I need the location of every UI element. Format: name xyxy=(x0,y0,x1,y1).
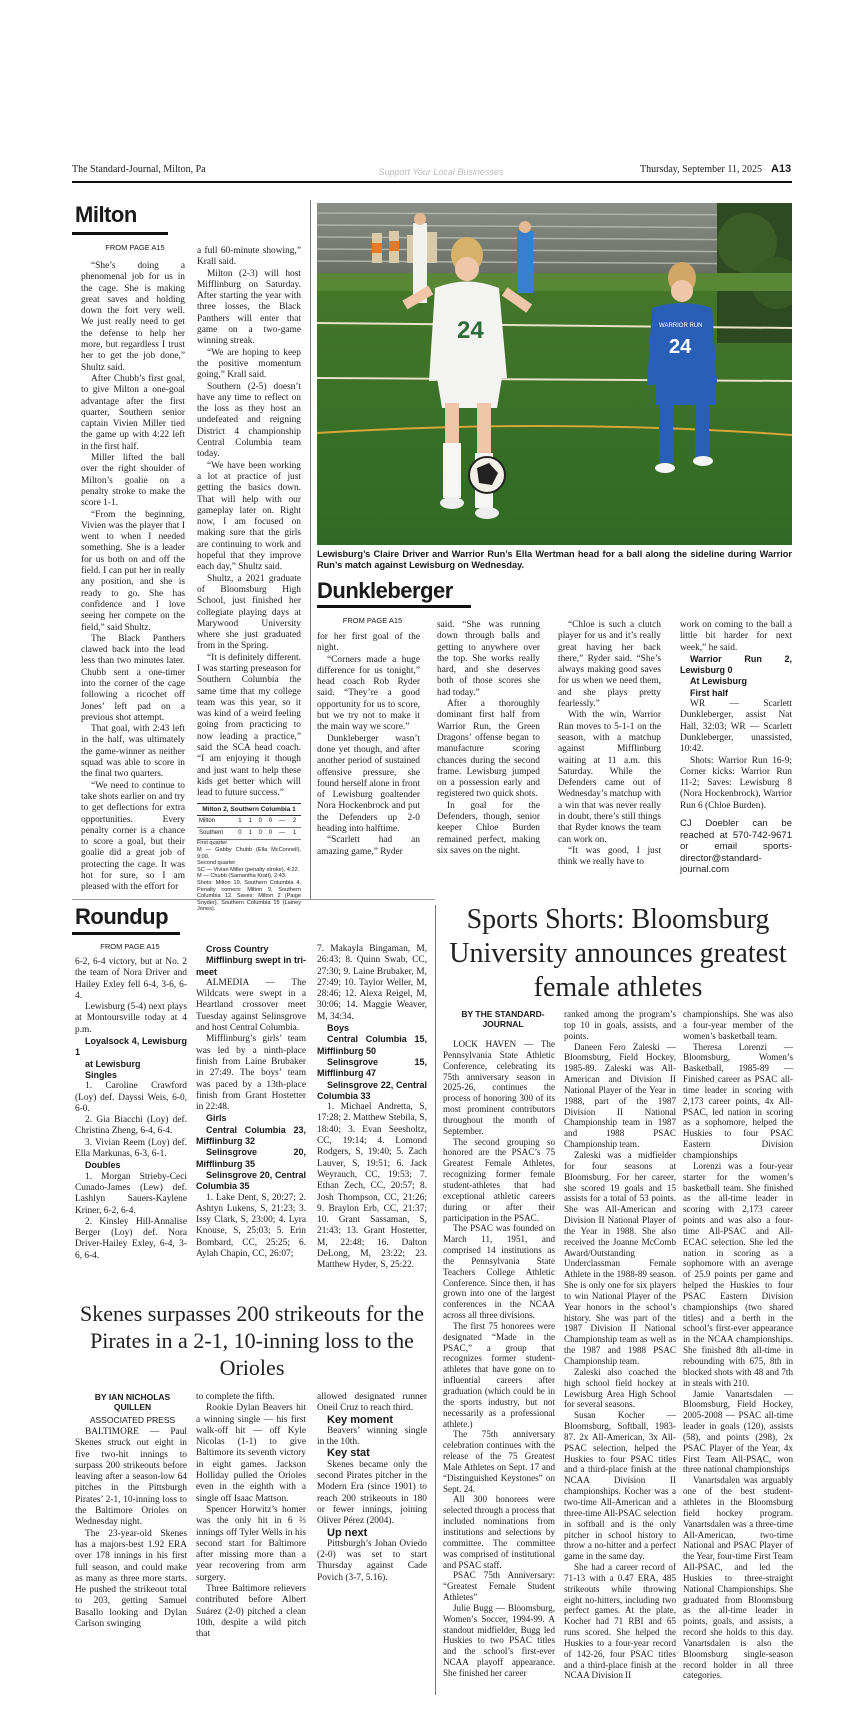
score-cell: 1 xyxy=(246,828,256,840)
paragraph: Daneen Fero Zaleski — Bloomsburg, Field Hockey, 1985-89. Zaleski was All-American and Division II National Player of the Year in 1988, part of the 1987 Division II National Championship team in 1987 and 1988 PSAC Championship team. xyxy=(564,1041,676,1150)
paragraph: That goal, with 2:43 left in the half, was ultimately the game-winner as neither squad was able to score in the final two quarters. xyxy=(81,724,185,780)
section-title-dunkleberger: Dunkleberger xyxy=(317,578,453,603)
box-score-table xyxy=(197,816,301,841)
page-number: A13 xyxy=(771,163,792,175)
contact-line: CJ Doebler can be reached at 570-742-9671 or email sports-director@standard-journal.com xyxy=(680,818,792,876)
paragraph: a full 60-minute showing,” Krall said. xyxy=(197,246,301,268)
paragraph: Shots: Warrior Run 16-9; Corner kicks: Warrior Run 11-2; Saves: Lewisburg 8 (Nora Hockenbrock), Warrior Run 6 (Chloe Burden). xyxy=(680,755,792,811)
paragraph: Julie Bugg — Bloomsburg, Women’s Soccer, 1994-99. A standout midfielder, Bugg led Huskies to two PSAC titles and the school’s first-ever NCAA playoff appearance. She finished her career xyxy=(443,1602,555,1678)
paragraph: 6-2, 6-4 victory, but at No. 2 the team of Nora Driver and Hailey Exley fell 6-4, 3-6, 6-4. xyxy=(75,957,187,1001)
paragraph: BALTIMORE — Paul Skenes struck out eight in five two-hit innings to surpass 200 strikeouts before leaving after a season-low 64 pitches in the Pittsburgh Pirates’ 2-1, 10-inning loss to the Baltimore Orioles on Wednesday night. xyxy=(75,1427,187,1528)
issue-date: Thursday, September 11, 2025 xyxy=(640,164,763,175)
paragraph: “We have been working a lot at practice of just getting the basics down. That will help with our gameplay later on. Right now, I am focused on making sure that the girls are continuing to work and hopeful that they improve each day,” Shultz said. xyxy=(197,460,301,573)
section-rule xyxy=(72,232,168,235)
roundup-column-1 xyxy=(75,957,187,1262)
paragraph: Zaleski also coached the high school field hockey at Lewisburg Area High School for several seasons. xyxy=(564,1366,676,1410)
paragraph: “We are hoping to keep the positive momentum going,” Krall said. xyxy=(197,347,301,381)
note-line: SC — Vivian Miller (penalty stroke), 4:22. xyxy=(197,866,300,873)
score-cell: — xyxy=(277,816,291,828)
dunkle-column-3 xyxy=(558,620,661,869)
paragraph: Jamie Vanartsdalen — Bloomsburg, Field Hockey, 2005-2008 — PSAC all-time leader in goals (120), assists (58), and points (298), 2x PSAC Player of the Year, 4x First Team All-PSAC, won three national championships xyxy=(683,1388,793,1475)
soccer-photo xyxy=(317,203,792,545)
sports-shorts-byline: BY THE STANDARD-JOURNAL xyxy=(461,1009,545,1029)
paragraph: The PSAC was founded on March 11, 1951, and comprised 14 institutions as the Pennsylvania State Teachers College Athletic Conference. Since then, it has grown into one of the largest conferences in the NCAA across all three divisions. xyxy=(443,1223,555,1321)
paragraph: “It was good, I just think we really have to xyxy=(558,845,661,868)
header-tagline: Support Your Local Businesses xyxy=(378,167,504,177)
score-heading: Central Columbia 15, Mifflinburg 50 xyxy=(317,1034,427,1056)
result-line: 2. Gia Biacchi (Loy) def. Christina Zheng, 6-4, 6-4. xyxy=(75,1115,187,1137)
score-heading: Girls xyxy=(206,1113,227,1124)
result-line: 1. Morgan Strieby-Ceci Cunado-James (Lew) def. Lashlyn Sauers-Kaylene Kriner, 6-2, 6-4. xyxy=(75,1171,187,1216)
score-cell: 0 xyxy=(257,816,267,828)
paragraph: Spencer Horwitz’s homer was the only hit in 6 ⅔ innings off Tyler Wells in his second start for Baltimore after missing more than a year recovering from arm surgery. xyxy=(196,1504,306,1583)
note-line: Second quarter xyxy=(197,860,236,867)
result-line: 1. Lake Dent, S, 20:27; 2. Ashtyn Lukens, S, 21:23; 3. Issy Clark, S, 23:00; 4. Lyra Knouse, S, 25:03; 5. Erin Bombard, CC, 25:25; 6. Aylah Chapin, CC, 26:07; xyxy=(196,1192,306,1260)
paragraph: Shultz, a 2021 graduate of Bloomsburg High School, just finished her collegiate playing days at Marywood University where she just graduated from in the Spring. xyxy=(197,573,301,652)
paragraph: Beavers’ winning single in the 10th. xyxy=(317,1425,427,1448)
score-heading: Singles xyxy=(85,1069,118,1080)
paragraph: Southern (2-5) doesn’t have any time to reflect on the loss as they host an undefeated and reigning District 4 championship Central Columbia team today. xyxy=(197,381,301,460)
score-cell: 0 xyxy=(257,828,267,840)
score-heading: Loyalsock 4, Lewisburg 1 xyxy=(75,1036,187,1058)
paragraph: With the win, Warrior Run moves to 5-1-1 on the season, with a matchup against Mifflinburg waiting at 11 a.m. this Saturday. While the Defenders came out of Wednesday’s matchup with a win that was never really in doubt, there’s still things that Ryder knows the team can work on. xyxy=(558,710,661,845)
subhead: Key moment xyxy=(327,1413,394,1426)
subhead: Key stat xyxy=(327,1447,370,1460)
result-line: 3. Vivian Reem (Loy) def. Ella Markunas, 6-3, 6-1. xyxy=(75,1137,187,1160)
paragraph: “It is definitely different. I was starting preseason for Southern Columbia the same time that my college team was this year, so it was kind of a weird feeling going from practicing to now leading a practice,” said the SCA head coach. “I am enjoying it though and just want to help these kids get better which will lead to future success.” xyxy=(197,652,301,799)
skenes-column-3 xyxy=(317,1392,427,1584)
paragraph: Three Baltimore relievers contributed before Albert Suárez (2-0) pitched a clean 10th, despite a wild pitch that xyxy=(196,1584,306,1640)
score-heading: First half xyxy=(690,687,729,698)
paragraph: Lorenzi was a four-year starter for the women’s basketball team. She finished as the all-time leader in scoring with 2,173 career points and was also a four-time All-PSAC and All-ECAC selection. She led the nation in scoring as a sophomore with an average of 25.9 points per game and helped the Huskies to four PSAC Eastern Division championships (two shared titles) and a berth in the school’s first-ever appearance in the NCAA championships. She finished 8th all-time in rebounding with 675, 8th in blocked shots with 48 and 7th in steals with 210. xyxy=(683,1160,793,1388)
section-title-roundup: Roundup xyxy=(75,904,169,929)
paragraph: Susan Kocher — Bloomsburg, Softball, 1983-87. 2x All-American, 3x All-PSAC selection, helped the Huskies to four PSAC titles and a third-place finish at the NCAA Division II championships. Kocher was a two-time All-American and a three-time All-PSAC selection in softball and is the only pitcher in school history to throw a no-hitter and a perfect game in the same day. xyxy=(564,1410,676,1562)
score-cell: 2 xyxy=(291,816,301,828)
score-cell: 1 xyxy=(246,816,256,828)
paragraph: Pittsburgh’s Johan Oviedo (2-0) was set to start Thursday against Cade Povich (3-7, 5.16). xyxy=(317,1538,427,1583)
jersey-number: 24 xyxy=(669,336,692,358)
section-rule xyxy=(317,605,471,608)
table-row xyxy=(197,816,301,828)
paragraph: “From the beginning, Vivien was the player that I went to when I needed something. She is a leader for us both on and off the field. I can put her in really any position, and she is ready to go. She has confidence and I love seeing her compete on the field,” said Shultz. xyxy=(81,509,185,633)
score-heading: Selinsgrove 22, Central Columbia 33 xyxy=(317,1079,427,1101)
note-line: M — Chubb (Samantha Kratt), 2:43. xyxy=(197,873,287,880)
sports-shorts-headline: Sports Shorts: Bloomsburg University announces greatest female athletes xyxy=(449,904,787,1003)
score-heading: Doubles xyxy=(85,1160,121,1171)
score-heading: At Lewisburg xyxy=(690,676,748,687)
paragraph: The second grouping so honored are the PSAC’s 75 Greatest Female Athletes, recognizing former female student-athletes that had exceptional athletic careers during or after their participation in the PSAC. xyxy=(443,1136,555,1223)
milton-column-2 xyxy=(197,246,301,913)
photo-caption: Lewisburg’s Claire Driver and Warrior Run’s Ella Wertman head for a ball along the sideline during Warrior Run’s match against Lewisburg on Wednesday. xyxy=(317,549,792,570)
paragraph: The 23-year-old Skenes has a majors-best 1.92 ERA over 178 innings in his first full season, and could make as many as three more starts. He pushed the strikeout total to 203, getting Samuel Basallo looking and Dylan Carlson swinging xyxy=(75,1528,187,1630)
paragraph: Theresa Lorenzi — Bloomsburg, Women’s Basketball, 1985-89 — Finished career as PSAC all-time leader in scoring with 2,173 career points, 4x All-PSAC, led nation in scoring as a sophomore, helped the Huskies to four PSAC Eastern Division championships xyxy=(683,1041,793,1160)
shorts-column-2 xyxy=(564,1009,676,1681)
note-line: M — Gabby Chubb (Ella McConnell), 9:00. xyxy=(197,847,301,860)
paragraph: Lewisburg (5-4) next plays at Montoursville today at 4 p.m. xyxy=(75,1002,187,1035)
shorts-column-1 xyxy=(443,1039,555,1679)
roundup-column-3 xyxy=(317,944,427,1272)
skenes-byline: BY IAN NICHOLAS QUILLEN xyxy=(94,1392,171,1412)
paragraph: Mifflinburg’s girls’ team was led by a ninth-place finish from Laine Brubaker in 27:49. The boys’ team was paced by a 13th-place finish from Grant Hostetter in 22:48. xyxy=(196,1034,306,1113)
score-heading: Mifflinburg swept in tri-meet xyxy=(196,955,306,977)
paragraph: “Chloe is such a clutch player for us and it’s really great having her back there,” Ryder said. “She’s always making good saves for us when we need them, and she plays pretty fearlessly.” xyxy=(558,620,661,710)
header-rule xyxy=(72,181,792,183)
paragraph: “We need to continue to take shots earlier on and try to get deflections for extra opportunities. Every penalty corner is a chance to score a goal, but their goalie did a great job of protecting the cage. It was hot for sure, so I am pleased with the effort for xyxy=(81,780,185,893)
paragraph: “She’s doing a phenomenal job for us in the cage. She is making great saves and holding down the fort very well. We just really need to get the defense to help her more, but regardless I trust her to get the job done,” Shultz said. xyxy=(81,261,185,373)
paragraph: “Corners made a huge difference for us tonight,” head coach Rob Ryder said. “They’re a good opportunity for us to score, but we try not to make it the main way we score.” xyxy=(317,654,420,733)
paragraph: After Chubb’s first goal, to give Milton a one-goal advantage after the first quarter, Southern senior captain Vivien Miller tied the game up with 4:22 left in the first half. xyxy=(81,373,185,452)
score-cell: — xyxy=(277,828,291,840)
result-line: 1. Caroline Crawford (Loy) def. Dayssi Weis, 6-0, 6-0. xyxy=(75,1081,187,1114)
skenes-headline: Skenes surpasses 200 strikeouts for the Pirates in a 2-1, 10-inning loss to the Orioles xyxy=(79,1301,424,1380)
paragraph: The 75th anniversary celebration continues with the release of the 75 Greatest Male Athletes on Sept. 17 and “Distinguished Keystones” on Sept. 24. xyxy=(443,1429,555,1494)
team-cell: Southern xyxy=(197,828,236,840)
box-score-notes xyxy=(197,840,301,913)
paragraph: Skenes became only the second Pirates pitcher in the Modern Era (since 1901) to reach 200 strikeouts in 180 or fewer innings, joining Oliver Pérez (2004). xyxy=(317,1459,427,1527)
note-line: Shots: Milton 19, Southern Columbia 4. Penalty corners: Milton 9, Southern Columbia 12. Saves: Milton 2 (Paige Snyder), Southern Columbia 15 (Lainey Jones). xyxy=(197,880,301,913)
jump-line: FROM PAGE A15 xyxy=(105,243,165,252)
paragraph: After a thoroughly dominant first half from Warrior Run, the Green Dragons’ offense began to manufacture scoring chances during the second frame. Lewisburg jumped on a possession early and registered two quick shots. xyxy=(437,699,540,800)
dunkle-column-1 xyxy=(317,632,420,858)
paragraph: ranked among the program’s top 10 in goals, assists, and points. xyxy=(564,1009,676,1041)
jump-line: FROM PAGE A15 xyxy=(342,616,403,625)
column-divider xyxy=(435,905,436,1695)
score-heading: at Lewisburg xyxy=(85,1058,141,1069)
score-cell: 1 xyxy=(291,828,301,840)
paragraph: Milton (2-3) will host Mifflinburg on Saturday. After starting the year with three losses, the Black Panthers will enter that game on a two-game winning streak. xyxy=(197,268,301,347)
jump-line: FROM PAGE A15 xyxy=(100,942,160,951)
paragraph: championships. She was also a four-year member of the women’s basketball team. xyxy=(683,1009,793,1041)
dunkle-column-4 xyxy=(680,620,792,876)
paragraph: said. “She was running down through balls and getting to anywhere over the top. She works really hard, and she deserves both of those scores she had today.” xyxy=(437,620,540,698)
result-line: 7. Makayla Bingaman, M, 26:43; 8. Quinn Swab, CC, 27:30; 9. Laine Brubaker, M, 27:49; 10. Taylor Weller, M, 28:46; 12. Alexa Reigel, M, 30:06; 14. Maggie Weaver, M, 34:34. xyxy=(317,944,427,1022)
jersey-team-text: WARRIOR RUN xyxy=(659,323,703,329)
paragraph: LOCK HAVEN — The Pennsylvania State Athletic Conference, celebrating its 75th anniversary season in 2025-26, continues the process of honoring 300 of its most prominent contributors throughout the month of September. xyxy=(443,1039,555,1136)
paragraph: The Black Panthers clawed back into the lead less than two minutes later. Chubb sent a one-timer into the corner of the cage following a ricochet off Jones’ left pad on a previous shot attempt. xyxy=(81,633,185,723)
score-heading: Central Columbia 23, Mifflinburg 32 xyxy=(196,1124,306,1147)
paragraph: In goal for the Defenders, though, senior keeper Chloe Burden remained perfect, making six saves on the night. xyxy=(437,800,540,856)
section-rule xyxy=(72,932,180,935)
section-title-milton: Milton xyxy=(75,202,137,227)
paragraph: allowed designated runner Oneil Cruz to reach third. xyxy=(317,1392,427,1414)
box-score xyxy=(197,803,301,913)
paragraph: Rookie Dylan Beavers hit a winning single — his first walk-off hit — off Kyle Nicolas (1-1) to give Baltimore its seventh victory in eight games. Jackson Holliday pulled the Orioles even in the eighth with a single off Isaac Mattson. xyxy=(196,1403,306,1504)
paragraph: Vanartsdalen was arguably one of the best student-athletes in the Bloomsburg field hockey program. Vanartsdalen was a three-time All-American, two-time National and PSAC Player of the Year, four-time First Team All-PSAC, and led the Huskies to three-straight National Championships. She graduated from Bloomsburg as the all-time leader in points, goals, and assists, a record she holds to this day. Vanartsdalen is also the Bloomsburg single-season record holder in all three categories. xyxy=(683,1475,793,1681)
column-divider xyxy=(310,200,311,900)
note-line: First quarter xyxy=(197,840,228,847)
soccer-photo-image xyxy=(317,203,792,545)
jersey-number: 24 xyxy=(457,317,484,344)
result-line: 1. Michael Andretta, S, 17:28; 2. Matthew Stebila, S, 18:40; 3. Evan Seesholtz, CC, 19:14; 4. Lomond Rodgers, S, 19:40; 5. Zach Lauver, S, 19:51; 6. Jack Weyrauch, CC, 19:53; 7. Ethan Zech, CC, 20:57; 8. Josh Thompson, CC, 21:26; 9. Braylon Erb, CC, 21:37; 10. Grant Sassaman, S, 21:43; 13. Grant Hostetter, M, 22:48; 16. Dalton DeLong, M, 23:22; 23. Matthew Hyder, S, 25:22. xyxy=(317,1102,427,1271)
score-cell: 0 xyxy=(267,828,277,840)
score-heading: Boys xyxy=(327,1023,350,1034)
score-heading: Selinsgrove 20, Mifflinburg 35 xyxy=(196,1147,306,1169)
box-score-title: Milton 2, Southern Columbia 1 xyxy=(197,803,301,816)
skenes-column-1 xyxy=(75,1427,187,1630)
table-row xyxy=(197,828,301,840)
paragraph: PSAC 75th Anniversary: “Greatest Female Student Athletes” xyxy=(443,1570,555,1603)
skenes-column-2 xyxy=(196,1392,306,1641)
subhead: Up next xyxy=(327,1526,368,1539)
roundup-column-2 xyxy=(196,944,306,1260)
result-line: 2. Kinsley Hill-Annalise Berger (Loy) def. Nora Driver-Hailey Exley, 6-4, 3-6, 6-4. xyxy=(75,1216,187,1261)
score-heading: Warrior Run 2, Lewisburg 0 xyxy=(680,653,792,676)
score-heading: Selinsgrove 15, Mifflinburg 47 xyxy=(317,1056,427,1079)
paragraph: ALMEDIA — The Wildcats were swept in a Heartland crossover meet Tuesday against Selinsgrove and host Central Columbia. xyxy=(196,977,306,1034)
paragraph: Zaleski was a midfielder for four seasons at Bloomsburg. For her career, she scored 19 goals and 15 assists for a total of 53 points. She was All-American and Division II National Player of the Year in 1988. She also received the Joanne McComb Award/Outstanding Underclassman Female Athlete in the 1988-89 season. She is only one for six players to win National Player of the Year honors in the school’s history. She was part of the 1987 Division II National Championship team as well as the 1987 and 1988 PSAC Championship team. xyxy=(564,1149,676,1366)
paragraph: She had a career record of 71-13 with a 0.47 ERA, 485 strikeouts while throwing eight no-hitters, including two perfect games. At the plate, Kocher had 71 RBI and 65 runs scored. She helped the Huskies to a four-year record of 142-26, four PSAC titles and a third-place finish at the NCAA Division II xyxy=(564,1562,676,1681)
paragraph: for her first goal of the night. xyxy=(317,632,420,654)
milton-column-1 xyxy=(81,261,185,894)
paragraph: The first 75 honorees were designated “Made in the PSAC,” a group that recognizes former student-athletes that have gone on to influential careers after graduation (which could be in the sports industry, but not necessarily as a professional athlete.) xyxy=(443,1320,555,1429)
skenes-agency: ASSOCIATED PRESS xyxy=(89,1415,176,1425)
paragraph: “Scarlett had an amazing game,” Ryder xyxy=(317,835,420,857)
score-heading: Selinsgrove 20, Central Columbia 35 xyxy=(196,1169,306,1192)
paragraph: Miller lifted the ball over the right shoulder of Milton’s goalie on a penalty stroke to make the score 1-1. xyxy=(81,453,185,509)
divider-rule xyxy=(72,899,435,900)
paragraph: work on coming to the ball a little bit harder for next week,” he said. xyxy=(680,620,792,653)
score-cell: 0 xyxy=(236,828,246,840)
paragraph: Dunkleberger wasn’t done yet though, and after another period of sustained offensive pressure, she found herself alone in front of Lewisburg goaltender Nora Hockenbrock and put the Defenders up 2-0 heading into halftime. xyxy=(317,733,420,835)
paragraph: All 300 honorees were selected through a process that included nominations from institutions and selections by committee. The committee was comprised of institutional and PSAC staff. xyxy=(443,1494,555,1570)
score-cell: 1 xyxy=(236,816,246,828)
team-cell: Milton xyxy=(197,816,236,828)
score-heading: Cross Country xyxy=(206,944,269,954)
shorts-column-3 xyxy=(683,1009,793,1681)
score-cell: 0 xyxy=(267,816,277,828)
paragraph: WR — Scarlett Dunkleberger, assist Nat Hall, 32:03; WR — Scarlett Dunkleberger, unassisted, 10:42. xyxy=(680,699,792,755)
dunkle-column-2 xyxy=(437,620,540,857)
paragraph: to complete the fifth. xyxy=(196,1392,275,1402)
newspaper-name: The Standard-Journal, Milton, Pa xyxy=(72,164,206,175)
